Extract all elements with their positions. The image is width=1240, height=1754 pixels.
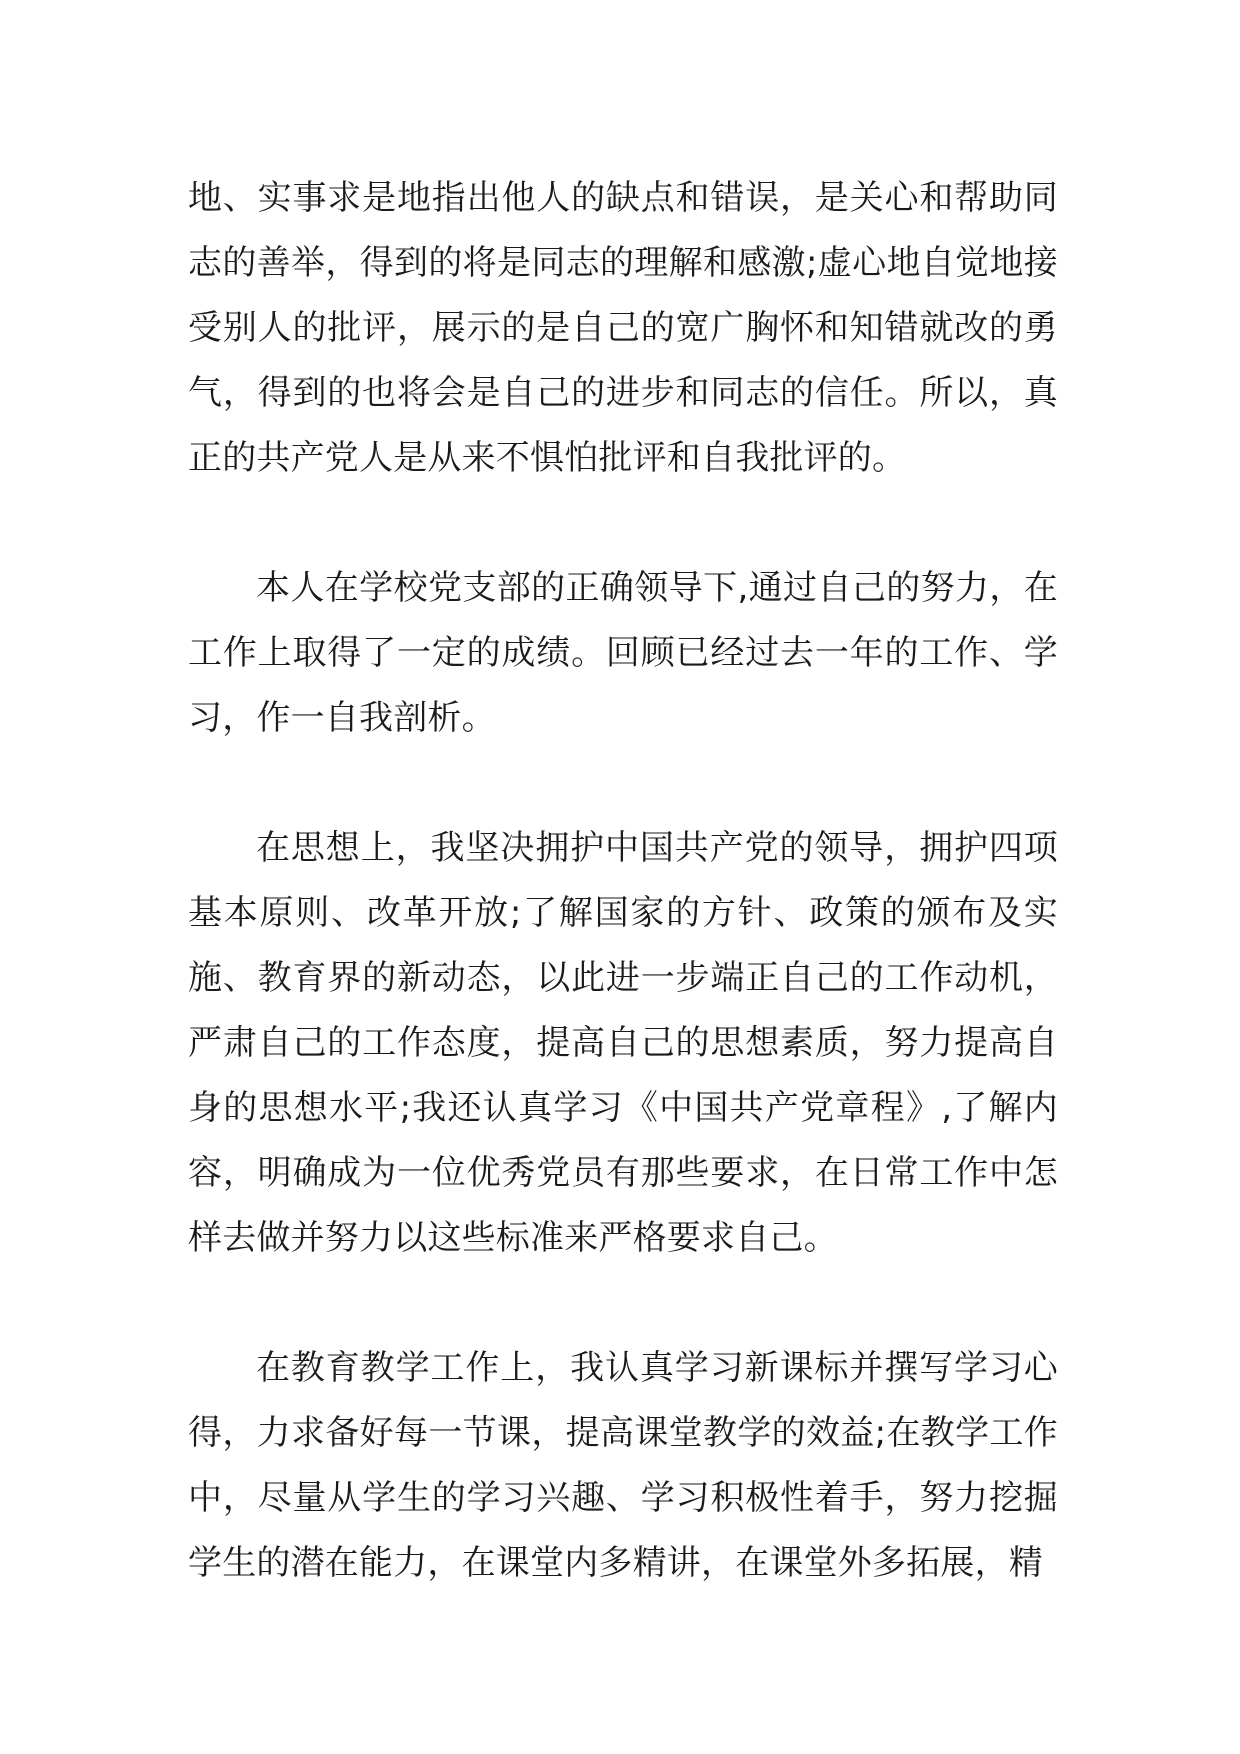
document-body [188,166,1058,1596]
paragraph-continued: 地、实事求是地指出他人的缺点和错误，是关心和帮助同志的善举，得到的将是同志的理解和感激;虚心地自觉地接受别人的批评，展示的是自己的宽广胸怀和知错就改的勇气，得到的也将会是自己的进步和同志的信任。所以，真正的共产党人是从来不惧怕批评和自我批评的。 [188,178,1058,478]
paragraph-self-analysis-intro: 本人在学校党支部的正确领导下,通过自己的努力，在工作上取得了一定的成绩。回顾已经过去一年的工作、学习，作一自我剖析。 [188,568,1058,738]
paragraph-teaching: 在教育教学工作上，我认真学习新课标并撰写学习心得，力求备好每一节课，提高课堂教学的效益;在教学工作中，尽量从学生的学习兴趣、学习积极性着手，努力挖掘学生的潜在能力，在课堂内多精讲，在课堂外多拓展，精 [188,1348,1058,1583]
paragraph-ideology: 在思想上，我坚决拥护中国共产党的领导，拥护四项基本原则、改革开放;了解国家的方针、政策的颁布及实施、教育界的新动态，以此进一步端正自己的工作动机，严肃自己的工作态度，提高自己的思想素质，努力提高自身的思想水平;我还认真学习《中国共产党章程》,了解内容，明确成为一位优秀党员有那些要求，在日常工作中怎样去做并努力以这些标准来严格要求自己。 [188,828,1058,1258]
